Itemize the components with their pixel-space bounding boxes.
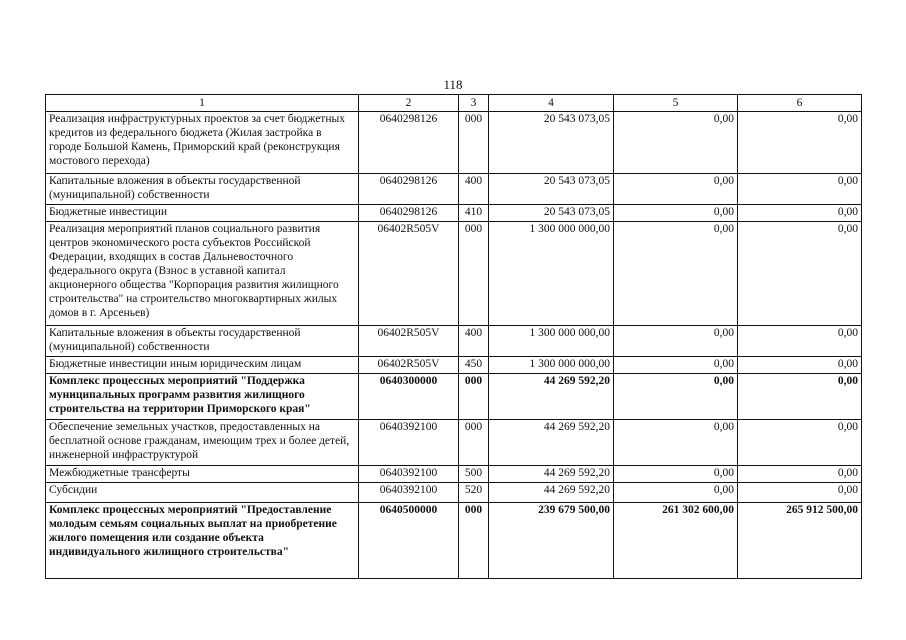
row-amount-col5: 0,00 <box>614 174 738 205</box>
row-amount-col5: 0,00 <box>614 466 738 483</box>
row-target-code: 0640392100 <box>359 466 459 483</box>
row-expense-type: 000 <box>459 420 489 466</box>
row-expense-type: 000 <box>459 374 489 420</box>
table-row <box>46 357 862 374</box>
row-target-code: 0640298126 <box>359 112 459 174</box>
row-target-code: 06402R505V <box>359 326 459 357</box>
row-description: Межбюджетные трансферты <box>46 466 359 483</box>
row-amount-col4: 44 269 592,20 <box>489 420 614 466</box>
row-target-code: 0640392100 <box>359 483 459 503</box>
row-description: Субсидии <box>46 483 359 503</box>
row-expense-type: 000 <box>459 222 489 326</box>
row-target-code: 06402R505V <box>359 222 459 326</box>
row-amount-col6: 0,00 <box>738 174 862 205</box>
table-row <box>46 174 862 205</box>
row-description: Обеспечение земельных участков, предоставленных на бесплатной основе гражданам, имеющим трех и более детей, инженерной инфраструктурой <box>46 420 359 466</box>
column-header: 5 <box>614 95 738 112</box>
budget-table <box>45 94 862 579</box>
row-amount-col5: 0,00 <box>614 112 738 174</box>
row-amount-col5: 0,00 <box>614 420 738 466</box>
row-expense-type: 500 <box>459 466 489 483</box>
row-description: Бюджетные инвестиции иным юридическим лицам <box>46 357 359 374</box>
row-amount-col5: 0,00 <box>614 483 738 503</box>
row-expense-type: 400 <box>459 326 489 357</box>
row-amount-col5: 0,00 <box>614 374 738 420</box>
row-amount-col6: 0,00 <box>738 326 862 357</box>
table-row <box>46 466 862 483</box>
row-expense-type: 410 <box>459 205 489 222</box>
row-description: Реализация мероприятий планов социального развития центров экономического роста субъектов Российской Федерации, входящих в состав Дальневосточного федерального округа (Взнос в уставной капитал акционерного общества "Корпорация развития жилищного строительства" на строительство многоквартирных жилых домов в г. Арсеньев) <box>46 222 359 326</box>
table-row <box>46 483 862 503</box>
row-amount-col4: 1 300 000 000,00 <box>489 326 614 357</box>
column-header: 3 <box>459 95 489 112</box>
table-row <box>46 503 862 579</box>
row-description: Бюджетные инвестиции <box>46 205 359 222</box>
row-amount-col4: 20 543 073,05 <box>489 112 614 174</box>
table-row <box>46 326 862 357</box>
row-amount-col6: 265 912 500,00 <box>738 503 862 579</box>
row-amount-col6: 0,00 <box>738 420 862 466</box>
row-target-code: 0640298126 <box>359 174 459 205</box>
row-description: Комплекс процессных мероприятий "Предоставление молодым семьям социальных выплат на приобретение жилого помещения или создание объекта индивидуального жилищного строительства" <box>46 503 359 579</box>
row-amount-col4: 1 300 000 000,00 <box>489 357 614 374</box>
table-row <box>46 420 862 466</box>
row-expense-type: 000 <box>459 112 489 174</box>
row-description: Реализация инфраструктурных проектов за счет бюджетных кредитов из федерального бюджета (Жилая застройка в городе Большой Камень, Приморский край (реконструкция мостового перехода) <box>46 112 359 174</box>
column-header: 6 <box>738 95 862 112</box>
table-row <box>46 222 862 326</box>
table-row <box>46 374 862 420</box>
page-number: 118 <box>443 77 463 92</box>
row-amount-col6: 0,00 <box>738 374 862 420</box>
row-amount-col5: 261 302 600,00 <box>614 503 738 579</box>
row-amount-col6: 0,00 <box>738 205 862 222</box>
column-header: 4 <box>489 95 614 112</box>
table-row <box>46 205 862 222</box>
row-amount-col4: 44 269 592,20 <box>489 466 614 483</box>
row-amount-col5: 0,00 <box>614 357 738 374</box>
row-amount-col6: 0,00 <box>738 222 862 326</box>
row-amount-col4: 1 300 000 000,00 <box>489 222 614 326</box>
row-amount-col4: 239 679 500,00 <box>489 503 614 579</box>
column-header: 2 <box>359 95 459 112</box>
row-amount-col6: 0,00 <box>738 466 862 483</box>
row-amount-col6: 0,00 <box>738 357 862 374</box>
column-header: 1 <box>46 95 359 112</box>
row-description: Капитальные вложения в объекты государственной (муниципальной) собственности <box>46 326 359 357</box>
row-expense-type: 450 <box>459 357 489 374</box>
row-amount-col5: 0,00 <box>614 222 738 326</box>
row-expense-type: 000 <box>459 503 489 579</box>
row-amount-col4: 44 269 592,20 <box>489 374 614 420</box>
row-amount-col5: 0,00 <box>614 205 738 222</box>
row-description: Капитальные вложения в объекты государственной (муниципальной) собственности <box>46 174 359 205</box>
row-amount-col4: 44 269 592,20 <box>489 483 614 503</box>
row-expense-type: 400 <box>459 174 489 205</box>
column-number-row <box>46 95 862 112</box>
row-target-code: 0640500000 <box>359 503 459 579</box>
row-amount-col5: 0,00 <box>614 326 738 357</box>
row-amount-col4: 20 543 073,05 <box>489 174 614 205</box>
row-amount-col6: 0,00 <box>738 112 862 174</box>
row-target-code: 0640392100 <box>359 420 459 466</box>
row-target-code: 0640300000 <box>359 374 459 420</box>
table-row <box>46 112 862 174</box>
row-amount-col6: 0,00 <box>738 483 862 503</box>
row-description: Комплекс процессных мероприятий "Поддержка муниципальных программ развития жилищного строительства на территории Приморского края" <box>46 374 359 420</box>
row-target-code: 06402R505V <box>359 357 459 374</box>
row-amount-col4: 20 543 073,05 <box>489 205 614 222</box>
row-target-code: 0640298126 <box>359 205 459 222</box>
row-expense-type: 520 <box>459 483 489 503</box>
